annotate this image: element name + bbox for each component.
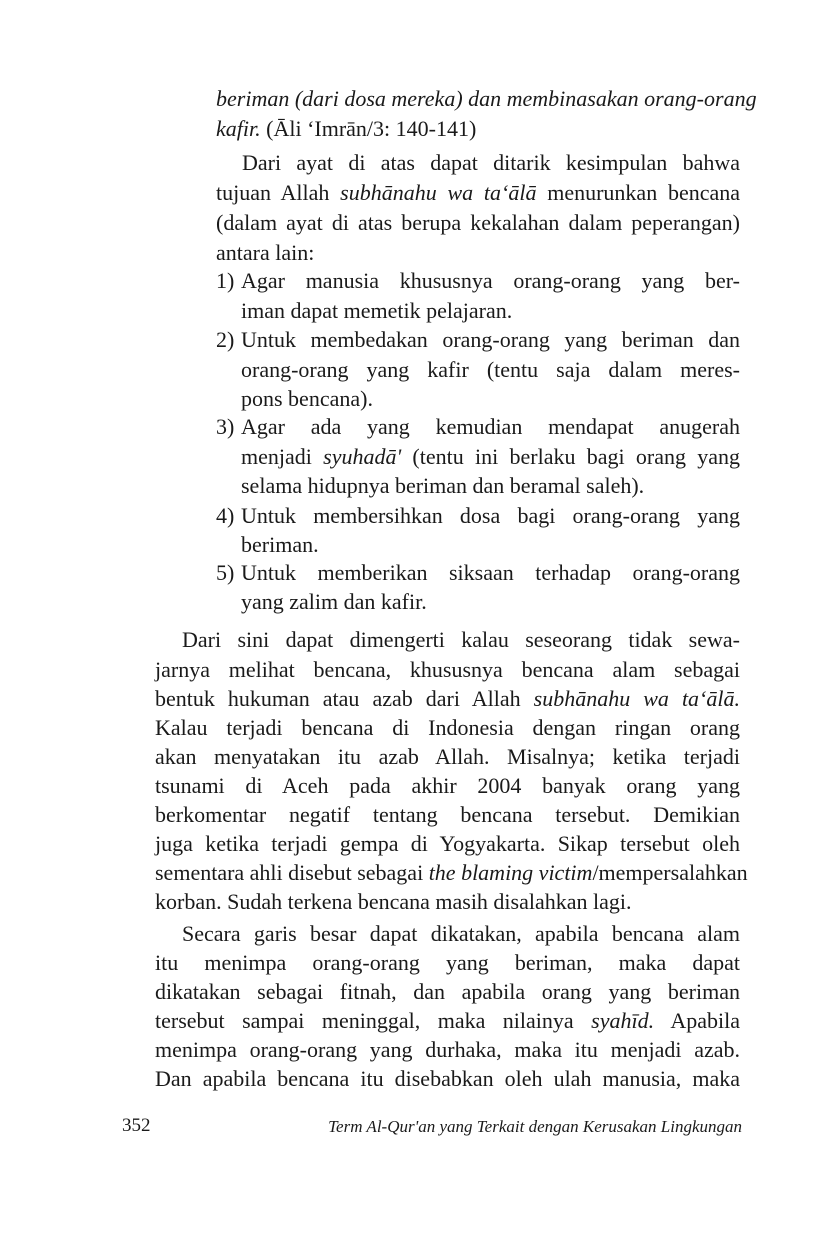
para3-text: tersebut sampai meninggal, maka nilainya — [155, 1008, 592, 1033]
verse-line-1: beriman (dari dosa mereka) dan membinasakan orang-orang — [216, 86, 757, 111]
para2-line-10: korban. Sudah terkena bencana masih disalahkan lagi. — [155, 889, 632, 914]
list-item-2-line-2: orang-orang yang kafir (tentu saja dalam meres- — [241, 357, 740, 382]
verse-reference: (Āli ‘Imrān/3: 140-141) — [260, 116, 477, 141]
para3-line-6: Dan apabila bencana itu disebabkan oleh ulah manusia, maka — [155, 1066, 740, 1091]
list-item-5-line-1: Untuk memberikan siksaan terhadap orang-orang — [241, 560, 740, 585]
list-item-4-line-2: beriman. — [241, 532, 319, 557]
list-item-3-line-1: Agar ada yang kemudian mendapat anugerah — [241, 414, 740, 439]
list-item-2-line-1: Untuk membedakan orang-orang yang beriman dan — [241, 327, 740, 352]
page-number: 352 — [122, 1115, 151, 1136]
list-item-3-line-3: selama hidupnya beriman dan beramal saleh). — [241, 473, 645, 498]
verse-line-2 — [216, 114, 476, 144]
list-number-3: 3) — [216, 414, 235, 439]
para2-text: sementara ahli disebut sebagai — [155, 860, 429, 885]
para3-line-1: Secara garis besar dapat dikatakan, apabila bencana alam — [182, 921, 740, 946]
para1-text: tujuan Allah — [216, 180, 341, 205]
para2-text: bentuk hukuman atau azab dari Allah — [155, 686, 534, 711]
para2-italic: the blaming victim — [428, 860, 593, 885]
running-title: Term Al-Qur'an yang Terkait dengan Kerusakan Lingkungan — [328, 1117, 742, 1136]
para2-italic: subhānahu wa ta‘ālā. — [533, 686, 740, 711]
para2-line-4: Kalau terjadi bencana di Indonesia dengan ringan orang — [155, 715, 740, 740]
para1-italic: subhānahu wa ta‘ālā — [340, 180, 537, 205]
para2-line-2: jarnya melihat bencana, khususnya bencana alam sebagai — [155, 657, 740, 682]
list-item-4-line-1: Untuk membersihkan dosa bagi orang-orang yang — [241, 503, 740, 528]
para2-line-6: tsunami di Aceh pada akhir 2004 banyak orang yang — [155, 773, 740, 798]
para3-line-5: menimpa orang-orang yang durhaka, maka itu menjadi azab. — [155, 1037, 740, 1062]
list-item-3-line-2 — [241, 442, 740, 472]
list-italic: syuhadā' — [323, 444, 402, 469]
para1-line-4: antara lain: — [216, 240, 315, 265]
list-number-2: 2) — [216, 327, 235, 352]
para2-line-7: berkomentar negatif tentang bencana tersebut. Demikian — [155, 802, 740, 827]
list-item-1-line-2: iman dapat memetik pelajaran. — [241, 298, 513, 323]
para2-line-3 — [155, 684, 740, 714]
list-item-2-line-3: pons bencana). — [241, 386, 373, 411]
para2-line-8: juga ketika terjadi gempa di Yogyakarta. Sikap tersebut oleh — [155, 831, 740, 856]
list-text: (tentu ini berlaku bagi orang yang — [401, 444, 740, 469]
para1-line-3: (dalam ayat di atas berupa kekalahan dalam peperangan) — [216, 210, 740, 235]
para2-text: /mempersalahkan — [592, 860, 748, 885]
para1-text: menurunkan bencana — [536, 180, 741, 205]
list-text: menjadi — [241, 444, 324, 469]
para2-line-5: akan menyatakan itu azab Allah. Misalnya; ketika terjadi — [155, 744, 740, 769]
para3-line-2: itu menimpa orang-orang yang beriman, maka dapat — [155, 950, 740, 975]
list-number-1: 1) — [216, 268, 235, 293]
para3-line-3: dikatakan sebagai fitnah, dan apabila orang yang beriman — [155, 979, 740, 1004]
para2-line-9 — [155, 858, 748, 888]
list-number-4: 4) — [216, 503, 235, 528]
para1-line-1: Dari ayat di atas dapat ditarik kesimpulan bahwa — [242, 150, 740, 175]
para1-line-2 — [216, 178, 740, 208]
list-item-1-line-1: Agar manusia khususnya orang-orang yang ber- — [241, 268, 740, 293]
para2-line-1: Dari sini dapat dimengerti kalau seseorang tidak sewa- — [182, 627, 740, 652]
list-item-5-line-2: yang zalim dan kafir. — [241, 589, 427, 614]
para3-italic: syahīd. — [591, 1008, 655, 1033]
para3-line-4 — [155, 1006, 740, 1036]
para3-text: Apabila — [654, 1008, 740, 1033]
verse-italic: kafir. — [216, 116, 261, 141]
list-number-5: 5) — [216, 560, 235, 585]
